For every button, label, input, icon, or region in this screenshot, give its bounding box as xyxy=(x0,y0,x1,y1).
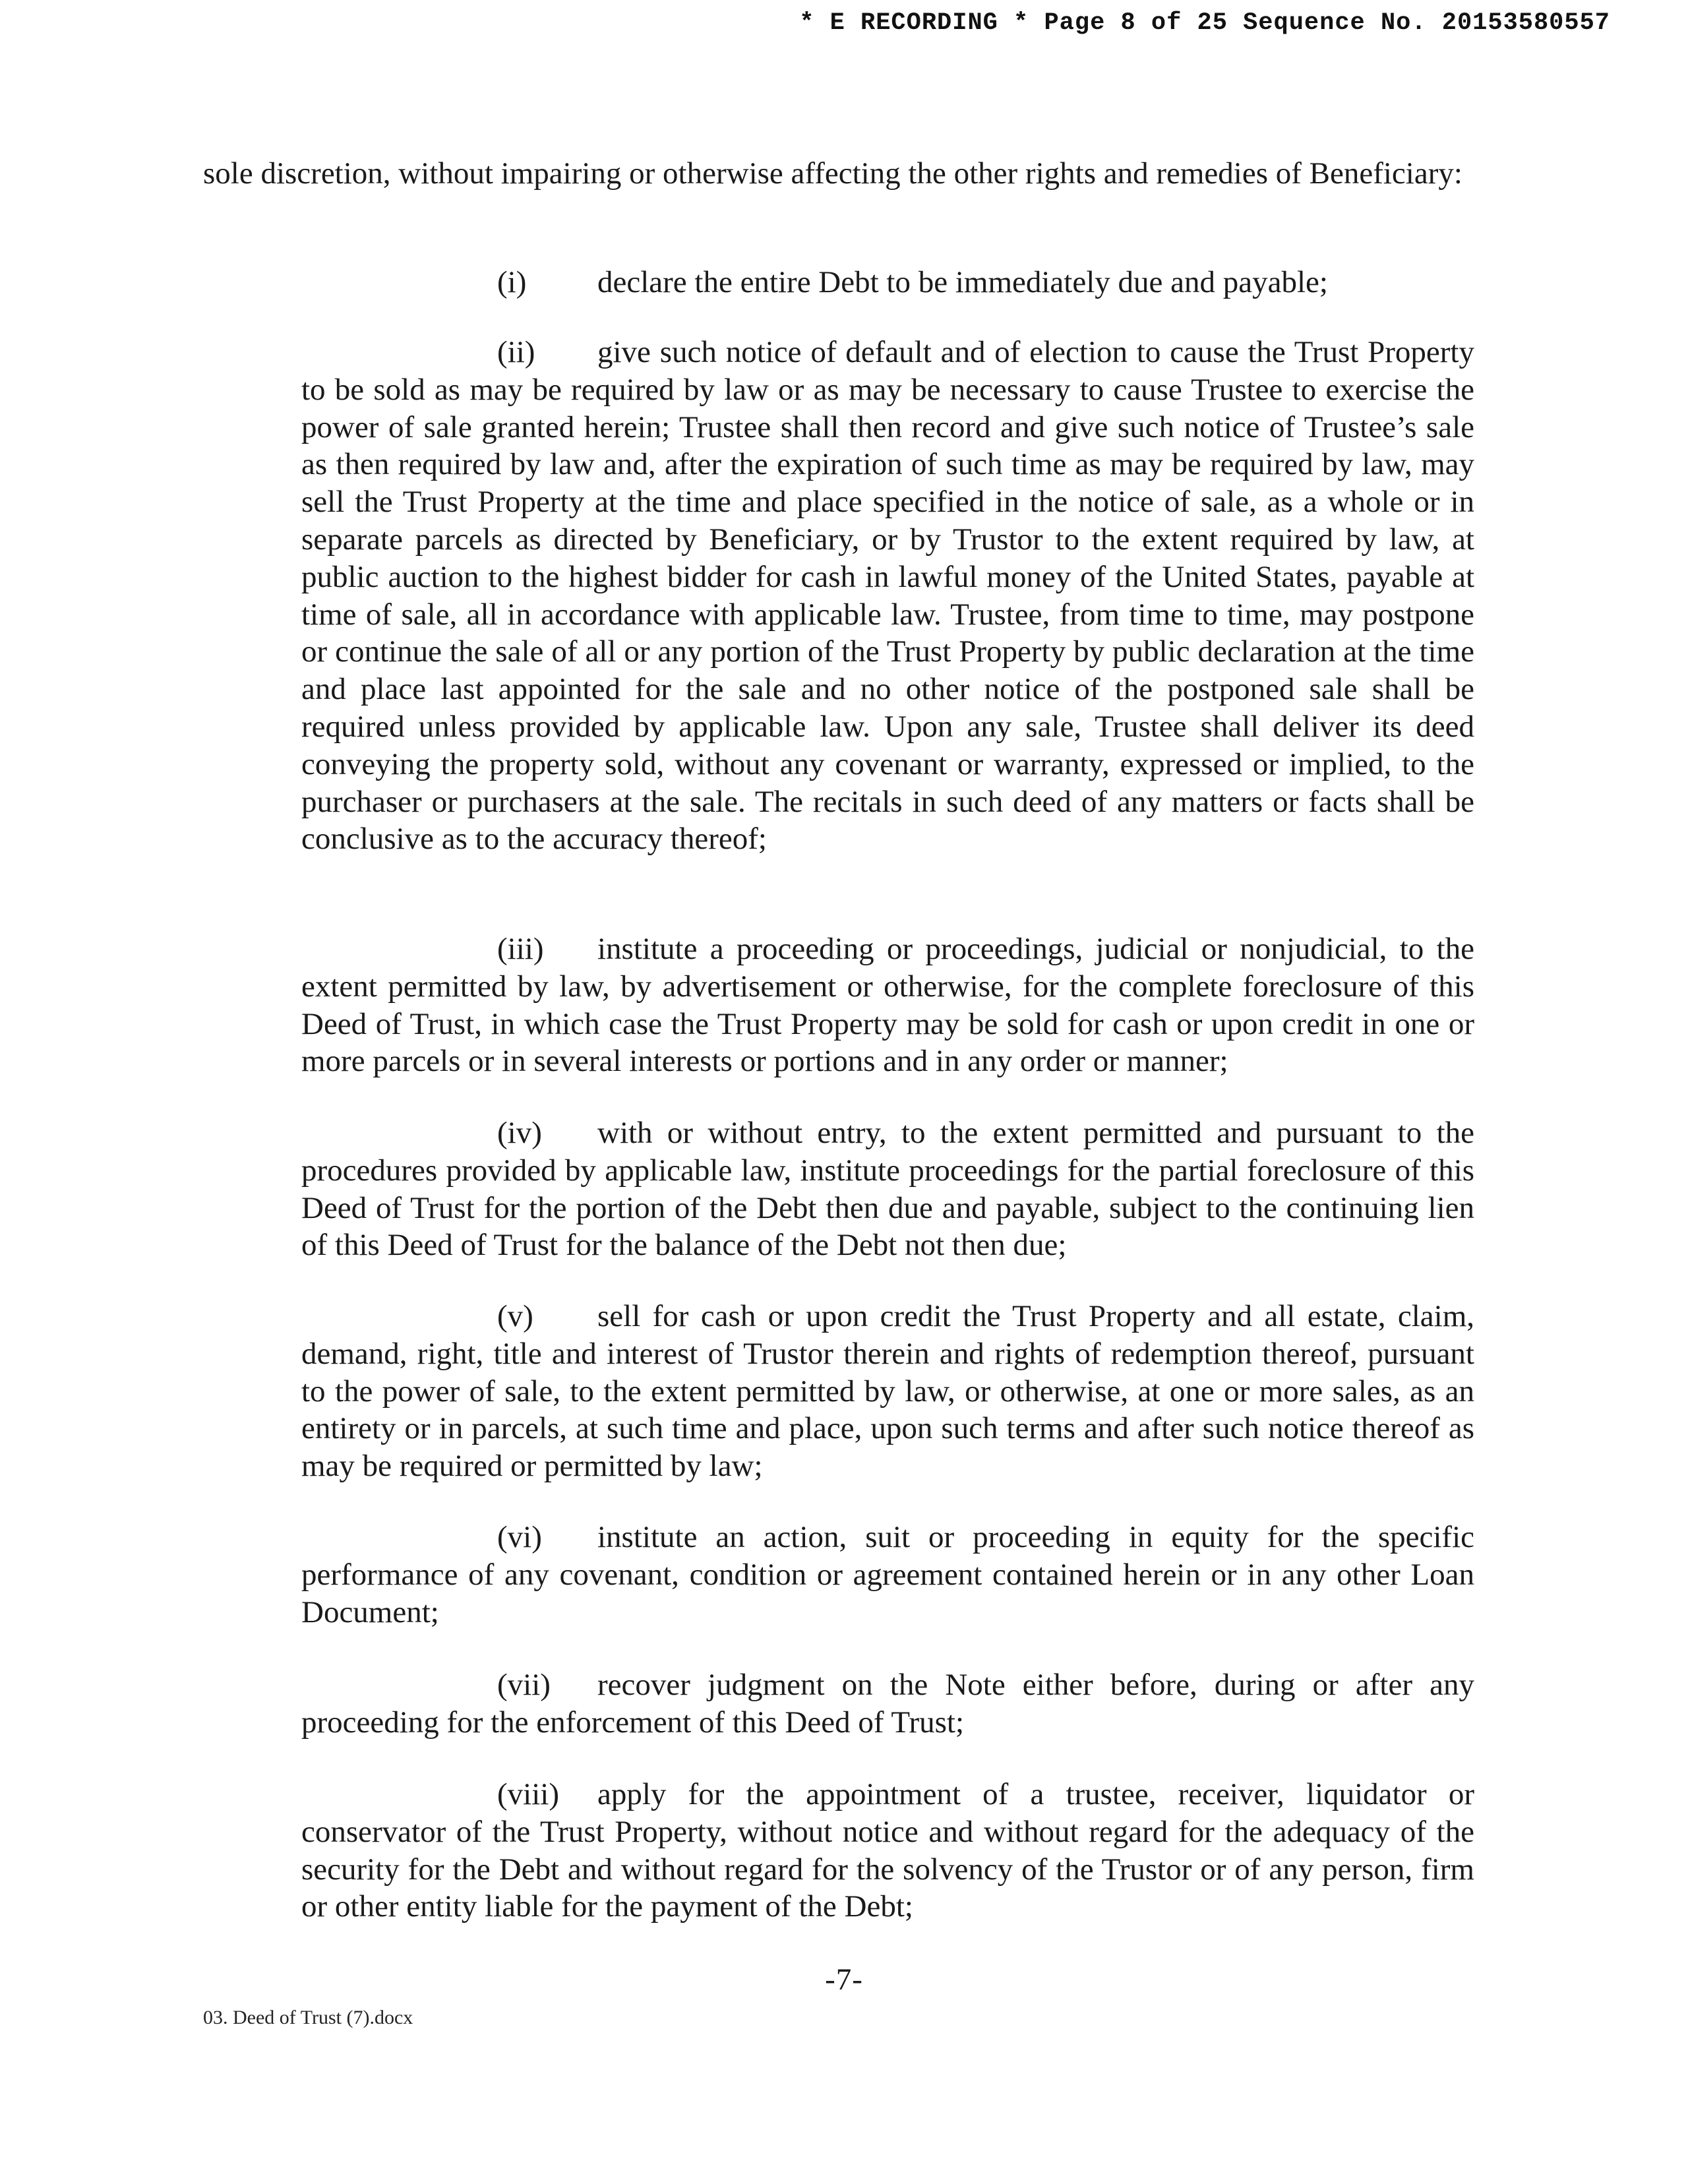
clause-number: (v) xyxy=(497,1299,533,1333)
clause-text: give such notice of default and of election to cause the Trust Property to be sold as may be required by law or as may be necessary to cause Trustee to exercise the power of sale granted herein; Trustee shall then record and give such notice of Trustee’s sale as then required by law and, after the expiration of such time as may be required by law, may sell the Trust Property at the time and place specified in the notice of sale, as a whole or in separate parcels as directed by Beneficiary, or by Trustor to the extent required by law, at public auction to the highest bidder for cash in lawful money of the United States, payable at time of sale, all in accordance with applicable law. Trustee, from time to time, may postpone or continue the sale of all or any portion of the Trust Property by public declaration at the time and place last appointed for the sale and no other notice of the postponed sale shall be required unless provided by applicable law. Upon any sale, Trustee shall deliver its deed conveying the property sold, without any covenant or warranty, expressed or implied, to the purchaser or purchasers at the sale. The recitals in such deed of any matters or facts shall be conclusive as to the accuracy thereof; xyxy=(301,335,1474,857)
clause-iii xyxy=(301,930,1474,1080)
clause-i xyxy=(301,264,1474,301)
clause-text: institute a proceeding or proceedings, judicial or nonjudicial, to the extent permitted by law, by advertisement or otherwise, for the complete foreclosure of this Deed of Trust, in which case the Trust Property may be sold for cash or upon credit in one or more parcels or in several interests or portions and in any order or manner; xyxy=(301,932,1474,1079)
intro-paragraph: sole discretion, without impairing or otherwise affecting the other rights and remedies of Beneficiary: xyxy=(203,156,1462,191)
clause-ii xyxy=(301,334,1474,858)
clause-vii xyxy=(301,1666,1474,1742)
clause-viii xyxy=(301,1776,1474,1926)
page-number: -7- xyxy=(825,1962,863,1997)
clause-number: (vi) xyxy=(497,1520,542,1554)
clause-number: (iii) xyxy=(497,932,544,966)
recording-header: * E RECORDING * Page 8 of 25 Sequence No. 20153580557 xyxy=(799,9,1610,37)
clause-number: (ii) xyxy=(497,335,535,369)
clause-text: apply for the appointment of a trustee, receiver, liquidator or conservator of the Trust Property, without notice and without regard for the adequacy of the security for the Debt and without regard for the solvency of the Trustor or of any person, firm or other entity liable for the payment of the Debt; xyxy=(301,1777,1474,1924)
clause-v xyxy=(301,1298,1474,1485)
clause-number: (viii) xyxy=(497,1777,559,1811)
clause-number: (i) xyxy=(497,265,527,299)
clause-iv xyxy=(301,1114,1474,1264)
footer-filename: 03. Deed of Trust (7).docx xyxy=(203,2007,413,2028)
clause-number: (vii) xyxy=(497,1668,551,1702)
clause-text: recover judgment on the Note either before, during or after any proceeding for the enforcement of this Deed of Trust; xyxy=(301,1668,1474,1740)
clause-vi xyxy=(301,1519,1474,1631)
clause-text: declare the entire Debt to be immediately due and payable; xyxy=(597,265,1328,299)
clause-text: institute an action, suit or proceeding in equity for the specific performance of any covenant, condition or agreement contained herein or in any other Loan Document; xyxy=(301,1520,1474,1629)
clause-text: with or without entry, to the extent permitted and pursuant to the procedures provided by applicable law, institute proceedings for the partial foreclosure of this Deed of Trust for the portion of the Debt then due and payable, subject to the continuing lien of this Deed of Trust for the balance of the Debt not then due; xyxy=(301,1116,1474,1263)
clause-number: (iv) xyxy=(497,1116,542,1150)
clause-text: sell for cash or upon credit the Trust Property and all estate, claim, demand, right, title and interest of Trustor therein and rights of redemption thereof, pursuant to the power of sale, to the extent permitted by law, or otherwise, at one or more sales, as an entirety or in parcels, at such time and place, upon such terms and after such notice thereof as may be required or permitted by law; xyxy=(301,1299,1474,1484)
